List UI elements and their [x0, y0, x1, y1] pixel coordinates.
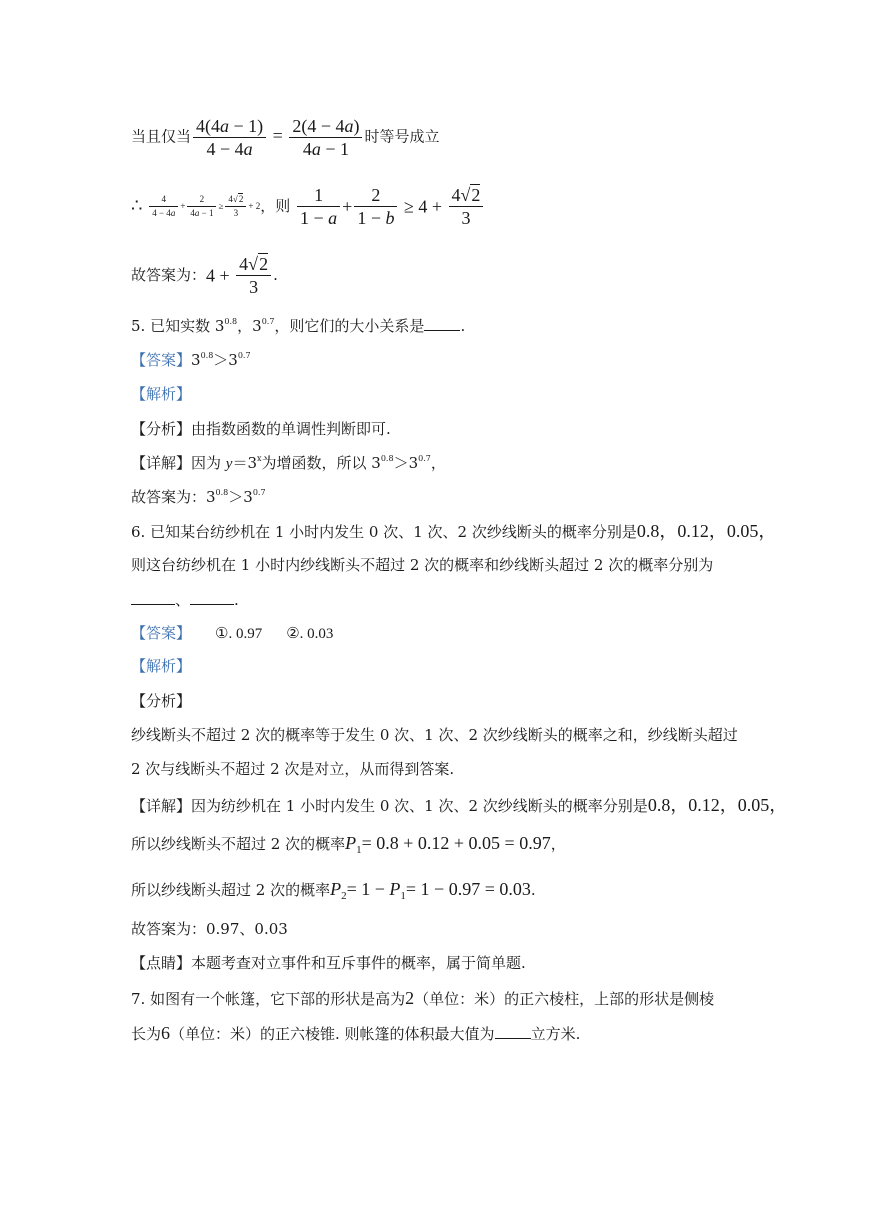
question-6-line-1: [131, 522, 776, 540]
fraction: $\frac{4√2}{3}$: [236, 255, 271, 296]
text: 因为: [191, 454, 226, 472]
text: 故答案为：: [131, 266, 207, 284]
answer-1: ①. 0.97: [215, 626, 263, 642]
exponent: 0.8: [200, 351, 214, 360]
math-var: P: [330, 879, 342, 899]
text: 所以纱线断头超过 2 次的概率: [131, 881, 331, 899]
answer-row: [131, 626, 333, 642]
equality-condition-line: [131, 117, 440, 158]
text: ，: [430, 454, 446, 472]
exponent: 0.8: [224, 317, 238, 326]
answer-blank: [495, 1038, 531, 1039]
answer-blank: [190, 604, 234, 605]
answer-blank: [131, 604, 175, 605]
number: 2: [405, 988, 415, 1008]
exponent: 0.7: [418, 454, 431, 463]
question-6-line-3: [131, 593, 239, 608]
text: 由指数函数的单调性判断即可.: [191, 420, 391, 438]
text: .: [234, 591, 239, 609]
analysis-tag: 【解析】: [131, 657, 192, 675]
fraction: $\frac{4√2}{3}$: [449, 186, 484, 227]
math-var: P: [389, 879, 401, 899]
comment-tag: 【点睛】: [131, 954, 192, 972]
fenxi-tag: 【分析】: [131, 420, 192, 438]
equation: = 0.8 + 0.12 + 0.05 = 0.97: [361, 833, 551, 853]
subscript: 2: [341, 890, 347, 902]
probabilities: 0.8，0.12，0.05，: [647, 795, 788, 815]
small-fraction: $\frac{2}{4a - 1}$: [187, 195, 216, 218]
therefore-symbol: ∴: [131, 195, 143, 217]
fraction: $\frac{1}{1 - a}$: [297, 186, 340, 227]
text: 时等号成立: [364, 127, 440, 146]
answer-tag: 【答案】: [131, 624, 192, 642]
text: 、: [175, 591, 191, 609]
text: 因为纺纱机在 1 小时内发生 0 次、1 次、2 次纱线断头的概率分别是: [191, 797, 648, 815]
answer-row: [131, 352, 251, 368]
text: 立方米.: [530, 1025, 581, 1043]
exponent: 0.8: [380, 454, 394, 463]
text: 长为: [131, 1025, 162, 1043]
text: ＞3: [393, 454, 419, 472]
fraction-right: $\frac{2(4 - 4a)}{4a - 1}$: [289, 117, 362, 158]
small-fraction: $\frac{4√2}{3}$: [225, 195, 246, 218]
p1-line: [131, 834, 566, 856]
text: ＝3: [232, 454, 258, 472]
fenxi-tag: 【分析】: [131, 692, 192, 710]
text: 6. 已知某台纺纱机在 1 小时内发生 0 次、1 次、2 次纱线断头的概率分别是: [131, 523, 637, 541]
question-7-line-2: [131, 1024, 580, 1042]
question-5: [131, 318, 465, 334]
question-6-line-2: 则这台纺纱机在 1 小时内纱线断头不超过 2 次的概率和纱线断头超过 2 次的概率分别为: [131, 556, 714, 574]
answer-tag: 【答案】: [131, 351, 192, 369]
therefore-line: ∴ $\frac{4}{4 - 4a}$ + $\frac{2}{4a - 1}$ ≥ $\frac{4√2}{3}$ + 2，则 $\frac{1}{1 - a}$ + $\frac{2}{1 - b}$ ≥ 4 + $\frac{4√2}{3}$: [131, 186, 485, 227]
analysis-tag: 【解析】: [131, 385, 192, 403]
probabilities: 0.8，0.12，0.05，: [636, 521, 777, 541]
detail-tag: 【详解】: [131, 454, 192, 472]
subscript: 1: [356, 844, 362, 856]
text: （单位：米）的正六棱柱，上部的形状是侧棱: [414, 990, 715, 1008]
text: .: [530, 881, 536, 899]
detail-row: [131, 796, 787, 814]
math-var: P: [345, 833, 357, 853]
question-7-line-1: [131, 989, 714, 1007]
fenxi-line-2: 2 次与线断头不超过 2 次是对立，从而得到答案.: [131, 760, 455, 778]
fenxi-row: [131, 422, 391, 437]
equals-sign: =: [268, 125, 288, 146]
text: 3: [191, 351, 201, 369]
answer-line: 故答案为：4 + $\frac{4√2}{3}$ .: [131, 254, 278, 297]
text: 为增函数，所以 3: [261, 454, 381, 472]
final-answer-row: [131, 489, 266, 505]
text: 5. 已知实数 3: [131, 317, 225, 335]
p2-line: [131, 880, 536, 902]
text: ＞3: [228, 488, 253, 506]
text: 所以纱线断头不超过 2 次的概率: [131, 835, 346, 853]
fenxi-line-1: 纱线断头不超过 2 次的概率等于发生 0 次、1 次、2 次纱线断头的概率之和，纱线断头超过: [131, 726, 738, 744]
fraction: $\frac{2}{1 - b}$: [354, 186, 397, 227]
text: ，则: [260, 197, 291, 215]
equation: = 1 −: [346, 879, 390, 899]
subscript: 1: [400, 890, 406, 902]
exponent: x: [257, 454, 262, 463]
text: .: [460, 317, 466, 335]
text: 本题考查对立事件和互斥事件的概率，属于简单题.: [191, 954, 526, 972]
text: 故答案为：3: [131, 488, 216, 506]
answer-2: ②. 0.03: [286, 626, 334, 642]
number: 6: [161, 1023, 171, 1043]
final-answer-row: 故答案为：0.97、0.03: [131, 920, 288, 938]
answer-blank: [424, 330, 460, 331]
text: ＞3: [213, 351, 238, 369]
exponent: 0.7: [252, 488, 266, 497]
equation: = 1 − 0.97 = 0.03: [405, 879, 531, 899]
text: 当且仅当: [131, 127, 192, 146]
text: ，则它们的大小关系是: [274, 317, 425, 335]
math-var: y: [225, 456, 233, 472]
text: ，: [550, 835, 566, 853]
detail-tag: 【详解】: [131, 797, 192, 815]
text: ，3: [237, 317, 262, 335]
exponent: 0.7: [237, 351, 251, 360]
comment-row: [131, 956, 526, 971]
exponent: 0.7: [261, 317, 275, 326]
text: 7. 如图有一个帐篷，它下部的形状是高为: [131, 990, 406, 1008]
exponent: 0.8: [215, 488, 229, 497]
detail-row: [131, 455, 446, 472]
fraction-left: $\frac{4(4a - 1)}{4 - 4a}$: [193, 117, 266, 158]
small-fraction: $\frac{4}{4 - 4a}$: [149, 195, 178, 218]
text: （单位：米）的正六棱锥. 则帐篷的体积最大值为: [170, 1025, 495, 1043]
